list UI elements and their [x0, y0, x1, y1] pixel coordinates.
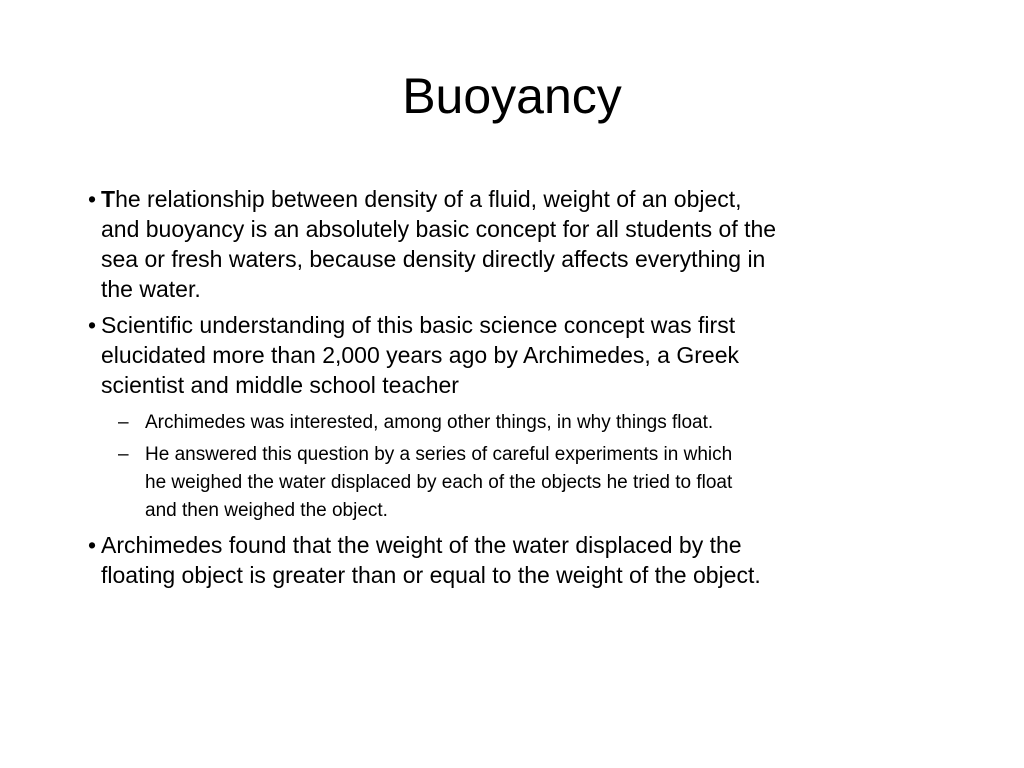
dash-marker: –	[118, 412, 129, 433]
bullet-text-line: scientist and middle school teacher	[101, 372, 459, 398]
sub-bullet-text-line: and then weighed the object.	[145, 500, 388, 521]
sub-bullet-text-line: he weighed the water displaced by each of the objects he tried to float	[145, 472, 733, 493]
bullet-text-line: Scientific understanding of this basic science concept was first	[101, 312, 736, 338]
bullet-text-line: sea or fresh waters, because density directly affects everything in	[101, 246, 766, 272]
sub-bullet-item	[118, 441, 732, 525]
bullet-text-line: elucidated more than 2,000 years ago by Archimedes, a Greek	[101, 342, 739, 368]
bullet-item	[88, 310, 739, 400]
sub-bullet-item	[118, 409, 713, 437]
bullet-text-line: the water.	[101, 276, 201, 302]
bullet-marker: •	[88, 532, 97, 558]
bullet-text-line: Archimedes found that the weight of the water displaced by the	[101, 532, 742, 558]
bullet-item	[88, 530, 761, 590]
bullet-text-line: and buoyancy is an absolutely basic concept for all students of the	[101, 216, 777, 242]
bullet-marker: •	[88, 186, 97, 212]
bold-lead-letter: T	[101, 186, 116, 212]
bullet-text-line: floating object is greater than or equal to the weight of the object.	[101, 562, 761, 588]
sub-bullet-text-line: He answered this question by a series of careful experiments in which	[145, 444, 733, 465]
bullet-item	[88, 184, 776, 304]
slide-title: Buoyancy	[402, 68, 622, 124]
bullet-marker: •	[88, 312, 97, 338]
sub-bullet-text-line: Archimedes was interested, among other things, in why things float.	[145, 412, 714, 433]
dash-marker: –	[118, 444, 129, 465]
bullet-text-line: he relationship between density of a fluid, weight of an object,	[115, 186, 742, 212]
